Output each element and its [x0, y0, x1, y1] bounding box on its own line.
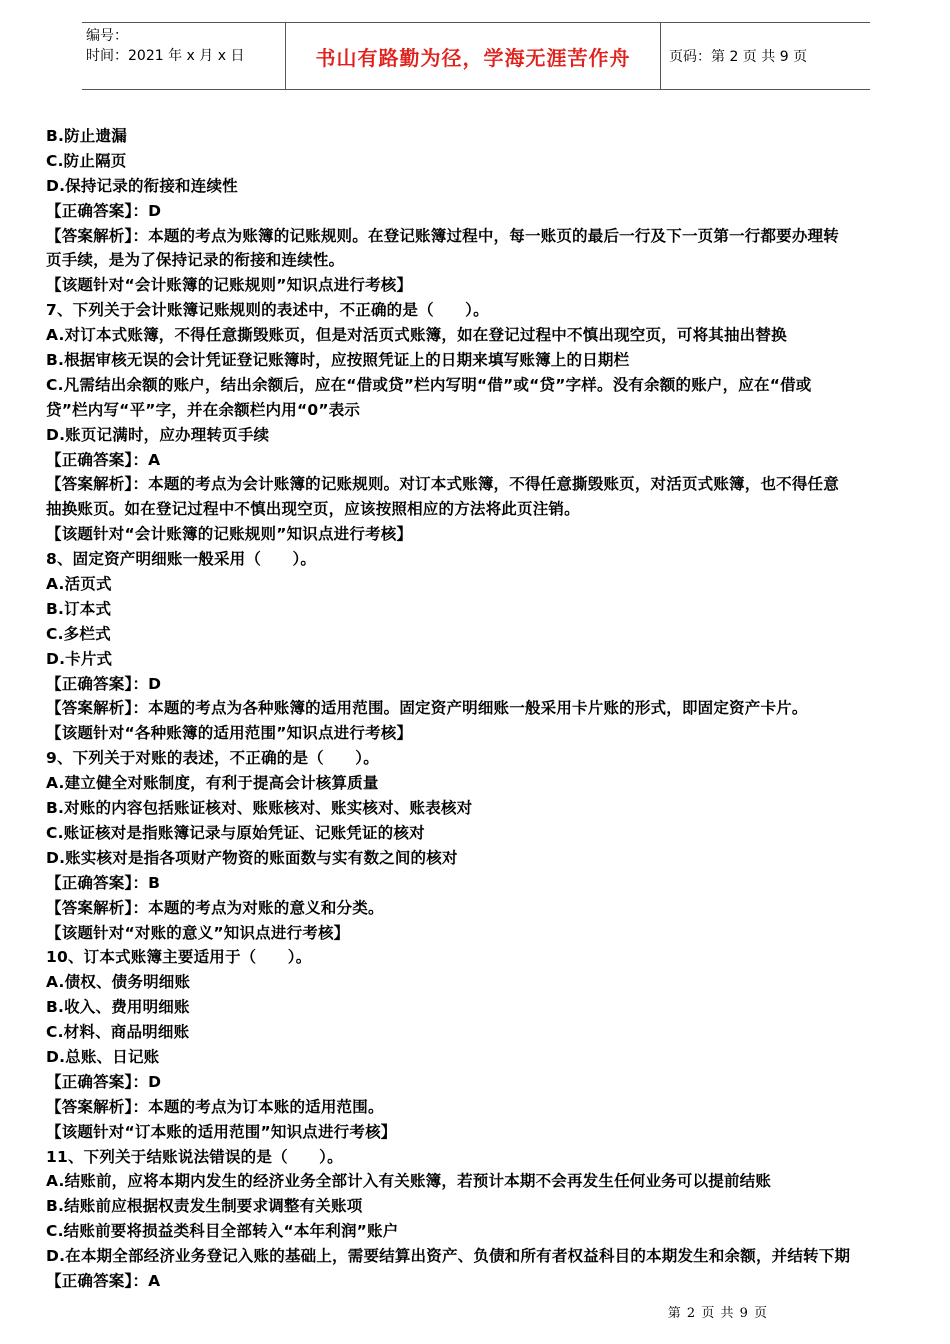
text-line: B.收入、费用明细账 — [46, 998, 190, 1017]
text-line: A.债权、债务明细账 — [46, 973, 191, 992]
text-line: B.根据审核无误的会计凭证登记账簿时，应按照凭证上的日期来填写账簿上的日期栏 — [46, 351, 630, 370]
text-line: 【正确答案】：D — [46, 201, 162, 220]
document-body — [46, 124, 906, 1294]
text-line: 9、下列关于对账的表述，不正确的是（ ）。 — [46, 749, 379, 768]
text-line: C.多栏式 — [46, 624, 111, 643]
text-line: D.账页记满时，应办理转页手续 — [46, 425, 270, 444]
text-line: A.结账前，应将本期内发生的经济业务全部计入有关账簿，若预计本期不会再发生任何业务可以提前结账 — [46, 1172, 772, 1191]
text-line: 【正确答案】：D — [46, 674, 162, 693]
text-line: 【正确答案】：D — [46, 1072, 162, 1091]
text-line: D.总账、日记账 — [46, 1047, 160, 1066]
text-line: B.结账前应根据权责发生制要求调整有关账项 — [46, 1197, 363, 1216]
text-line: C.账证核对是指账簿记录与原始凭证、记账凭证的核对 — [46, 823, 425, 842]
text-line: C.凡需结出余额的账户，结出余额后，应在“借或贷”栏内写明“借”或“贷”字样。没有余额的账户，应在“借或 — [46, 375, 812, 394]
text-line: B.订本式 — [46, 599, 112, 618]
text-line: 【正确答案】：B — [46, 873, 161, 892]
text-line: 【答案解析】：本题的考点为各种账簿的适用范围。固定资产明细账一般采用卡片账的形式，即固定资产卡片。 — [46, 699, 808, 718]
text-line: A.建立健全对账制度，有利于提高会计核算质量 — [46, 774, 379, 793]
text-line: B.防止遗漏 — [46, 127, 127, 145]
text-line: 7、下列关于会计账簿记账规则的表述中，不正确的是（ ）。 — [46, 301, 489, 320]
text-line: B.对账的内容包括账证核对、账账核对、账实核对、账表核对 — [46, 799, 473, 818]
text-line: D.账实核对是指各项财产物资的账面数与实有数之间的核对 — [46, 848, 458, 867]
text-line: 【答案解析】：本题的考点为订本账的适用范围。 — [46, 1097, 384, 1116]
time-label: 时间：2021 年 x 月 x 日 — [86, 48, 245, 64]
text-line: D.保持记录的衔接和连续性 — [46, 176, 238, 195]
header-page-code: 页码：第 2 页 共 9 页 — [669, 49, 808, 65]
page-header — [82, 22, 870, 90]
text-line: 【该题针对“对账的意义”知识点进行考核】 — [46, 923, 350, 942]
text-line: 【该题针对“各种账簿的适用范围”知识点进行考核】 — [46, 724, 413, 743]
text-line: 页手续，是为了保持记录的衔接和连续性。 — [46, 251, 345, 270]
serial-label: 编号： — [86, 28, 128, 44]
text-line: 【该题针对“会计账簿的记账规则”知识点进行考核】 — [46, 525, 413, 544]
text-line: C.防止隔页 — [46, 151, 127, 170]
text-line: A.活页式 — [46, 575, 112, 594]
text-line: C.结账前要将损益类科目全部转入“本年利润”账户 — [46, 1222, 399, 1241]
text-line: 贷”栏内写“平”字，并在余额栏内用“0”表示 — [46, 400, 361, 419]
text-line: D.在本期全部经济业务登记入账的基础上，需要结算出资产、负债和所有者权益科目的本期发生和余额，并结转下期 — [46, 1247, 851, 1266]
text-line: 【答案解析】：本题的考点为对账的意义和分类。 — [46, 898, 384, 917]
text-line: C.材料、商品明细账 — [46, 1023, 190, 1042]
text-line: 【答案解析】：本题的考点为会计账簿的记账规则。对订本式账簿，不得任意撕毁账页，对活页式账簿，也不得任意 — [46, 475, 839, 494]
header-motto: 书山有路勤为径，学海无涯苦作舟 — [285, 23, 661, 89]
header-left-cell — [82, 23, 285, 89]
text-line: 【该题针对“订本账的适用范围”知识点进行考核】 — [46, 1122, 397, 1141]
page-footer: 第 2 页 共 9 页 — [667, 1306, 768, 1321]
text-line: 【答案解析】：本题的考点为账簿的记账规则。在登记账簿过程中，每一账页的最后一行及下一页第一行都要办理转 — [46, 226, 839, 245]
text-line: 10、订本式账簿主要适用于（ ）。 — [46, 948, 312, 967]
text-line: 11、下列关于结账说法错误的是（ ）。 — [46, 1147, 343, 1166]
text-line: 【该题针对“会计账簿的记账规则”知识点进行考核】 — [46, 276, 413, 295]
text-line: 【正确答案】：A — [46, 1271, 161, 1290]
text-line: 8、固定资产明细账一般采用（ ）。 — [46, 550, 317, 569]
text-line: A.对订本式账簿，不得任意撕毁账页，但是对活页式账簿，如在登记过程中不慎出现空页，可将其抽出替换 — [46, 326, 787, 345]
text-line: 抽换账页。如在登记过程中不慎出现空页，应该按照相应的方法将此页注销。 — [46, 500, 580, 519]
text-line: 【正确答案】：A — [46, 450, 161, 469]
text-line: D.卡片式 — [46, 649, 113, 668]
